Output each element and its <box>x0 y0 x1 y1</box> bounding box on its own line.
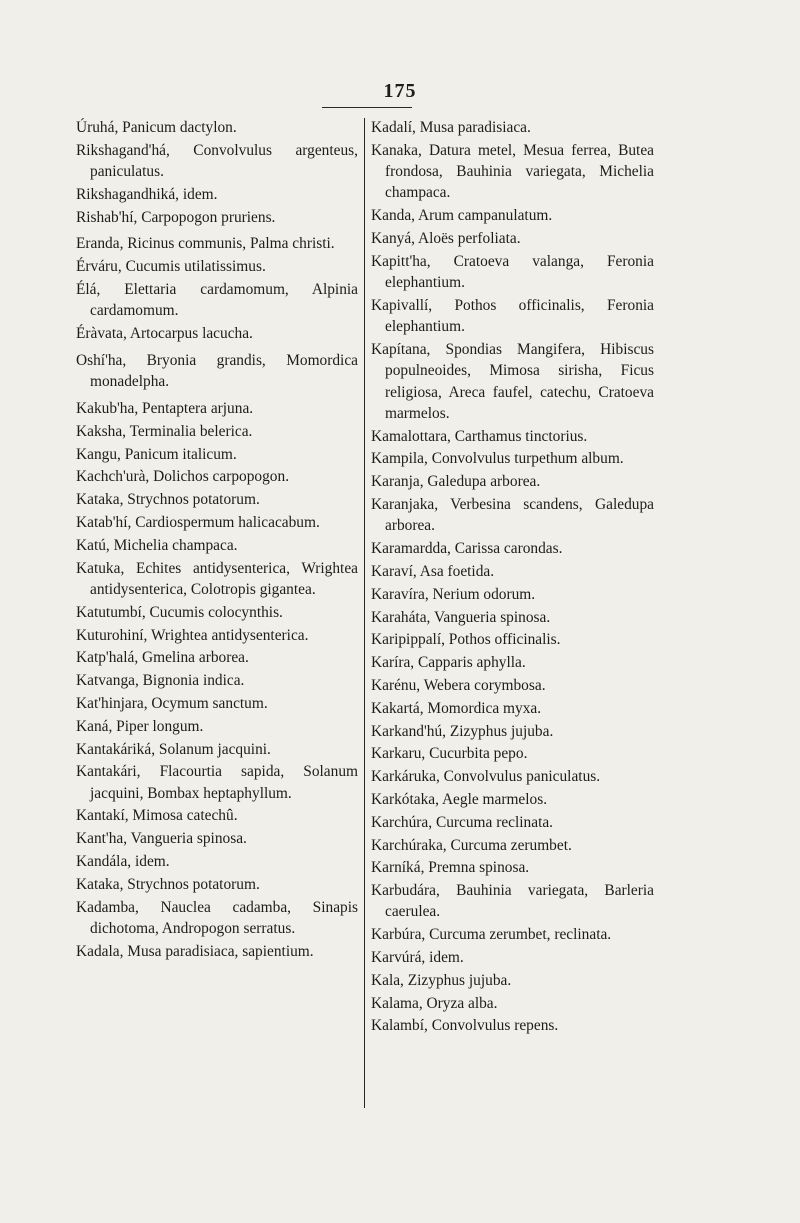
glossary-entry: Érváru, Cucumis utilatissimus. <box>76 258 266 276</box>
glossary-entry: Karipippalí, Pothos officinalis. <box>371 631 561 649</box>
glossary-entry: Karkáruka, Convolvulus paniculatus. <box>371 768 601 786</box>
page-number: 175 <box>383 80 417 102</box>
glossary-entry: Kanda, Arum campanulatum. <box>371 207 553 225</box>
glossary-entry: Karvúrá, idem. <box>371 948 464 966</box>
glossary-entry: Karchúra, Curcuma reclinata. <box>371 813 554 831</box>
glossary-entry: Úruhá, Panicum dactylon. <box>76 119 237 136</box>
glossary-entry: Karchúraka, Curcuma zerumbet. <box>371 836 572 854</box>
glossary-entry: Katp'halá, Gmelina arborea. <box>76 649 249 667</box>
glossary-entry: Kadalí, Musa paradisiaca. <box>371 119 531 136</box>
glossary-entry: Karavíra, Nerium odorum. <box>371 585 536 603</box>
glossary-entry: Karníká, Premna spinosa. <box>371 859 530 877</box>
glossary-entry: Karkótaka, Aegle marmelos. <box>371 790 548 808</box>
glossary-entry: Karbúra, Curcuma zerumbet, reclinata. <box>371 926 612 944</box>
glossary-entry: Kampila, Convolvulus turpethum album. <box>371 450 624 468</box>
glossary-entry: Karanja, Galedupa arborea. <box>371 473 541 491</box>
glossary-entry: Kapivallí, Pothos officinalis, Feronia elephantium. <box>371 296 654 336</box>
column-divider <box>364 118 365 1108</box>
glossary-entry: Karíra, Capparis aphylla. <box>371 654 526 672</box>
glossary-entry: Kaná, Piper longum. <box>76 717 204 735</box>
glossary-entry: Oshí'ha, Bryonia grandis, Momordica monadelpha. <box>76 351 358 391</box>
glossary-entry: Kataka, Strychnos potatorum. <box>76 491 260 509</box>
glossary-entry: Kadala, Musa paradisiaca, sapientium. <box>76 942 314 960</box>
left-column <box>76 117 358 963</box>
glossary-entry: Kat'hinjara, Ocymum sanctum. <box>76 694 268 712</box>
glossary-entry: Kadamba, Nauclea cadamba, Sinapis dichotoma, Andropogon serratus. <box>76 898 358 937</box>
glossary-entry: Kanyá, Aloës perfoliata. <box>371 229 521 247</box>
glossary-entry: Kantakári, Flacourtia sapida, Solanum jacquini, Bombax heptaphyllum. <box>76 763 358 802</box>
glossary-entry: Karanjaka, Verbesina scandens, Galedupa arborea. <box>371 496 654 535</box>
glossary-entry: Karaví, Asa foetida. <box>371 562 495 580</box>
glossary-entry: Karbudára, Bauhinia variegata, Barleria caerulea. <box>371 882 654 921</box>
glossary-entry: Karénu, Webera corymbosa. <box>371 676 546 694</box>
glossary-entry: Kalambí, Convolvulus repens. <box>371 1017 559 1035</box>
glossary-entry: Kuturohiní, Wrightea antidysenterica. <box>76 626 309 644</box>
glossary-entry: Kaksha, Terminalia belerica. <box>76 422 253 440</box>
glossary-entry: Kangu, Panicum italicum. <box>76 445 237 463</box>
glossary-entry: Karaháta, Vangueria spinosa. <box>371 608 551 626</box>
glossary-entry: Katutumbí, Cucumis colocynthis. <box>76 603 283 621</box>
glossary-entry: Éràvata, Artocarpus lacucha. <box>76 325 253 343</box>
glossary-entry: Kala, Zizyphus jujuba. <box>371 971 512 989</box>
glossary-entry: Karkaru, Cucurbita pepo. <box>371 745 528 763</box>
glossary-entry: Katú, Michelia champaca. <box>76 536 238 554</box>
glossary-entry: Kataka, Strychnos potatorum. <box>76 875 260 893</box>
glossary-entry: Katuka, Echites antidysenterica, Wrightea antidysenterica, Colotropis gigantea. <box>76 559 358 598</box>
glossary-entry: Karamardda, Carissa carondas. <box>371 540 563 558</box>
glossary-entry: Eranda, Ricinus communis, Palma christi. <box>76 235 335 253</box>
glossary-entry: Kakartá, Momordica myxa. <box>371 699 542 717</box>
glossary-entry: Kapitt'ha, Cratoeva valanga, Feronia elephantium. <box>371 252 654 292</box>
glossary-entry: Kapítana, Spondias Mangifera, Hibiscus populneoides, Mimosa sirisha, Ficus religiosa, Areca faufel, catechu, Cratoeva marmelos. <box>371 340 654 422</box>
glossary-entry: Kandála, idem. <box>76 853 170 870</box>
glossary-entry: Kantakí, Mimosa catechû. <box>76 807 238 825</box>
glossary-entry: Katab'hí, Cardiospermum halicacabum. <box>76 514 320 532</box>
glossary-entry: Kakub'ha, Pentaptera arjuna. <box>76 400 254 418</box>
glossary-entry: Kalama, Oryza alba. <box>371 994 498 1012</box>
glossary-entry: Rikshagand'há, Convolvulus argenteus, paniculatus. <box>76 141 358 181</box>
glossary-entry: Kamalottara, Carthamus tinctorius. <box>371 427 588 445</box>
right-column <box>371 117 654 1038</box>
page-number-rule <box>322 107 412 108</box>
glossary-entry: Rikshagandhiká, idem. <box>76 185 218 203</box>
glossary-entry: Élá, Elettaria cardamomum, Alpinia cardamomum. <box>76 281 358 320</box>
glossary-entry: Kantakáriká, Solanum jacquini. <box>76 740 271 758</box>
glossary-entry: Rishab'hí, Carpopogon pruriens. <box>76 208 276 226</box>
glossary-entry: Karkand'hú, Zizyphus jujuba. <box>371 722 554 740</box>
glossary-entry: Kachch'urà, Dolichos carpopogon. <box>76 468 290 486</box>
glossary-entry: Katvanga, Bignonia indica. <box>76 672 245 690</box>
glossary-entry: Kanaka, Datura metel, Mesua ferrea, Butea frondosa, Bauhinia variegata, Michelia champaca. <box>371 141 654 202</box>
glossary-entry: Kant'ha, Vangueria spinosa. <box>76 830 247 848</box>
